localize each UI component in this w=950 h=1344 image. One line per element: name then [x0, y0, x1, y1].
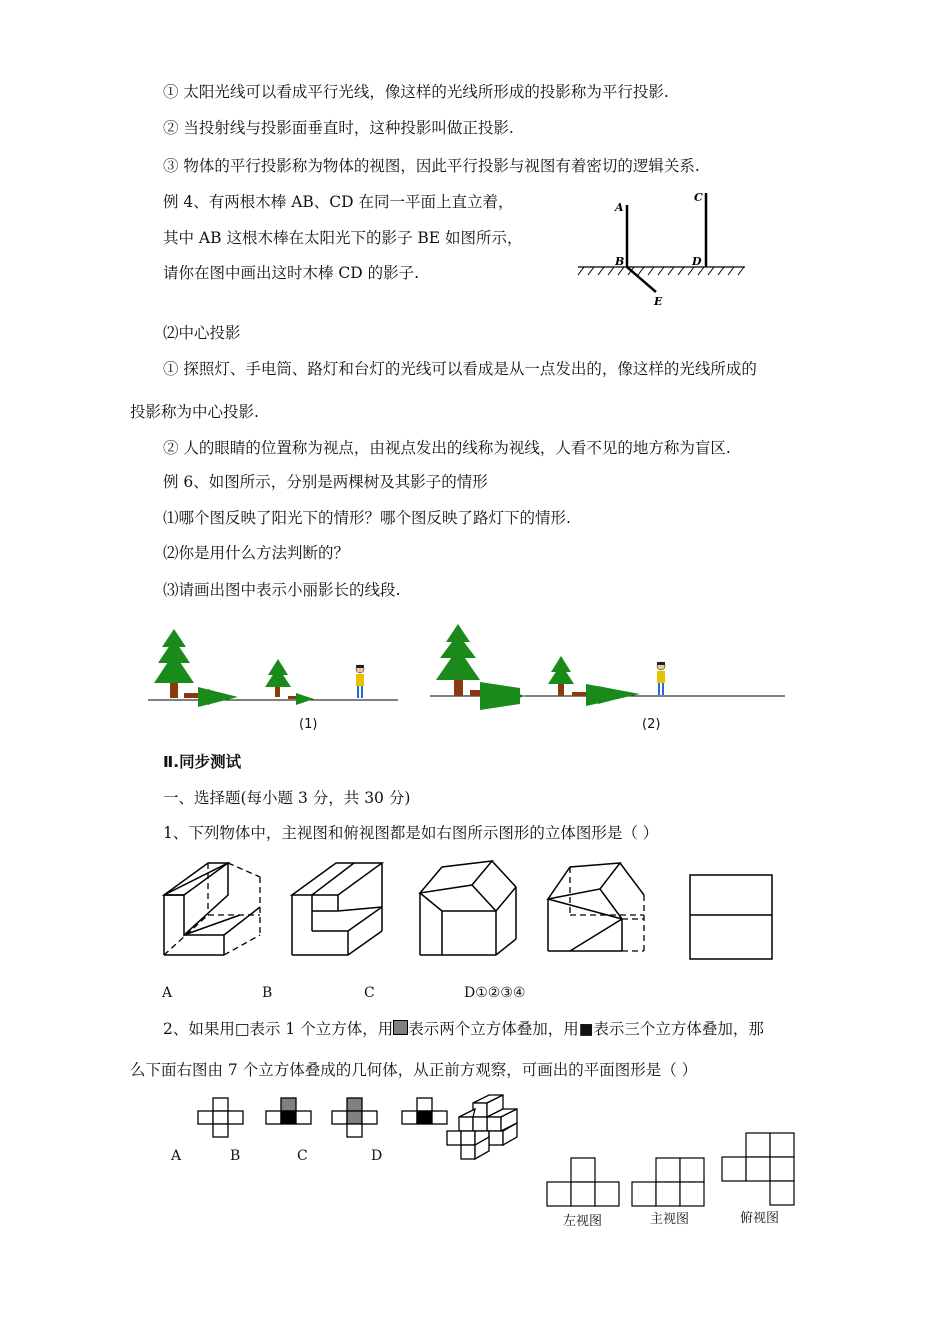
front-view-figure [630, 1155, 710, 1210]
solid-c [416, 855, 536, 975]
example4-line2: 其中 AB 这根木棒在太阳光下的影子 BE 如图所示， [163, 229, 523, 247]
q2-cube-stack [443, 1093, 533, 1168]
central-projection-def1: ① 探照灯、手电筒、路灯和台灯的光线可以看成是从一点发出的，像这样的光线所成的 [163, 360, 757, 378]
central-projection-heading: ⑵中心投影 [163, 324, 241, 342]
question2-line2: 么下面右图由 7 个立方体叠成的几何体，从正前方观察，可画出的平面图形是（ ） [130, 1061, 698, 1079]
question1-text: 1、下列物体中，主视图和俯视图都是如右图所示图形的立体图形是（ ） [163, 824, 659, 842]
orthographic-projection-def: ② 当投射线与投影面垂直时，这种投影叫做正投影. [163, 119, 514, 137]
q2-option-b-figure [264, 1095, 314, 1145]
q1-option-a: A [162, 985, 173, 1001]
figure2-caption: (2) [642, 717, 661, 732]
left-view-label: 左视图 [563, 1214, 603, 1229]
q1-option-b: B [262, 985, 273, 1001]
q2-option-a-figure [196, 1095, 246, 1145]
example4-line3: 请你在图中画出这时木棒 CD 的影子. [163, 264, 420, 282]
question2-text-a: 2、如果用□表示 1 个立方体，用 [163, 1020, 394, 1038]
figure1-caption: (1) [299, 717, 318, 732]
view-def: ③ 物体的平行投影称为物体的视图，因此平行投影与视图有着密切的逻辑关系. [163, 157, 700, 175]
top-view-label: 俯视图 [740, 1211, 780, 1226]
q2-option-b: B [230, 1148, 241, 1164]
question2-text-b: 表示两个立方体叠加，用■表示三个立方体叠加，那 [408, 1020, 764, 1038]
question2-line1 [163, 1019, 764, 1039]
parallel-projection-def: ① 太阳光线可以看成平行光线，像这样的光线所形成的投影称为平行投影. [163, 83, 669, 101]
label-d: D [692, 255, 702, 268]
label-e: E [654, 295, 663, 308]
q1-option-d: D①②③④ [464, 985, 526, 1001]
example4-figure [570, 185, 750, 310]
q2-option-c: C [297, 1148, 308, 1164]
q1-option-c: C [364, 985, 375, 1001]
label-c: C [694, 191, 703, 204]
example4-line1: 例 4、有两根木棒 AB、CD 在同一平面上直立着， [163, 193, 514, 211]
label-b: B [615, 255, 625, 268]
gray-cell-icon [393, 1020, 408, 1035]
example6-figure1 [148, 625, 408, 715]
solid-d [544, 855, 664, 975]
central-projection-def2: 投影称为中心投影. [130, 403, 259, 421]
solid-b [288, 855, 408, 975]
solid-a [160, 855, 280, 975]
q2-option-d: D [371, 1148, 383, 1164]
q2-option-a: A [171, 1148, 182, 1164]
left-view-figure [545, 1155, 625, 1210]
label-a: A [615, 201, 624, 214]
viewpoint-def: ② 人的眼睛的位置称为视点，由视点发出的线称为视线，人看不见的地方称为盲区. [163, 439, 731, 457]
q2-option-c-figure [330, 1095, 380, 1145]
front-view-label: 主视图 [650, 1212, 690, 1227]
example6-figure2 [430, 622, 790, 717]
choice-heading: 一、选择题(每小题 3 分，共 30 分) [163, 789, 411, 807]
sync-test-heading: Ⅱ.同步测试 [163, 753, 242, 771]
example6-q1: ⑴哪个图反映了阳光下的情形？哪个图反映了路灯下的情形. [163, 509, 571, 527]
example6-q2: ⑵你是用什么方法判断的？ [163, 544, 350, 562]
example6-intro: 例 6、如图所示，分别是两棵树及其影子的情形 [163, 473, 488, 491]
example6-q3: ⑶请画出图中表示小丽影长的线段. [163, 581, 401, 599]
top-view-figure [720, 1130, 800, 1210]
q1-reference-view [688, 873, 778, 963]
